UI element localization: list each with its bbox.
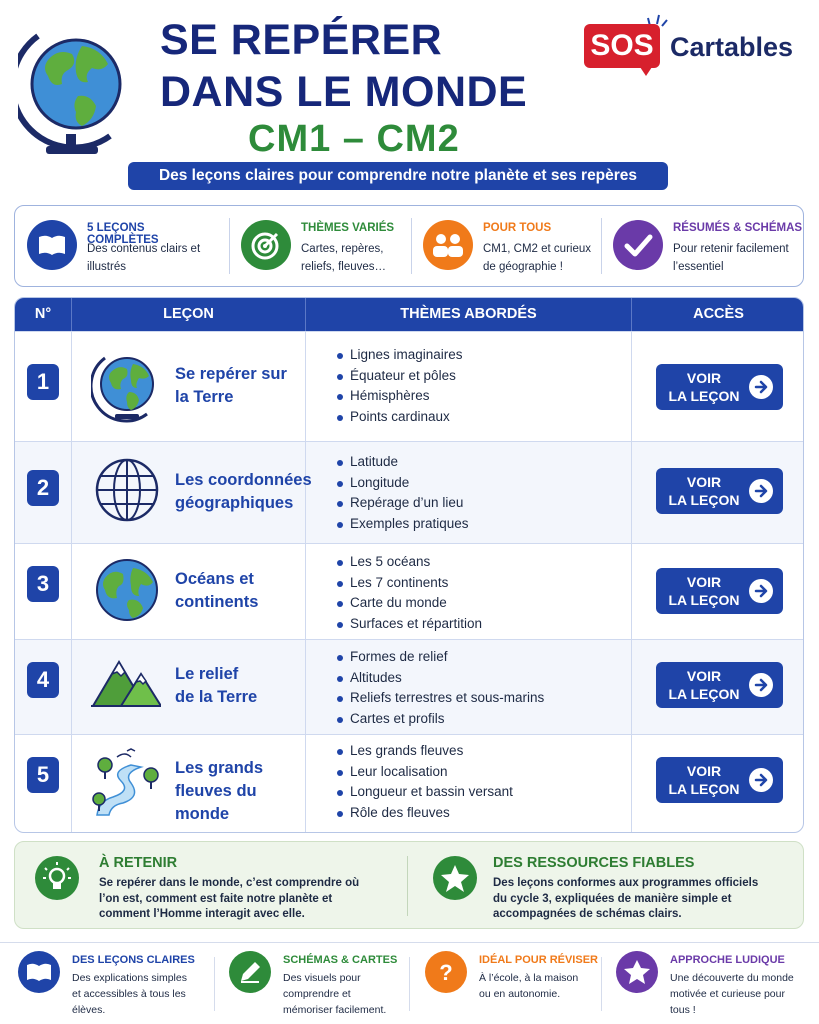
theme-item: Équateur et pôles [335,366,463,387]
theme-list [335,741,513,823]
divider [409,957,410,1011]
theme-item: Longueur et bassin versant [335,782,513,803]
arrow-right-icon [749,479,773,503]
button-label-line2: LA LEÇON [668,388,740,404]
theme-list [335,452,469,534]
footer-item-revision [425,943,605,1024]
lesson-title [175,568,305,614]
view-lesson-button-4[interactable] [656,662,783,708]
column-divider [631,735,632,833]
arrow-right-icon [749,375,773,399]
button-label [668,573,740,609]
theme-item: Reliefs terrestres et sous-marins [335,688,544,709]
column-divider [631,442,632,544]
divider [214,957,215,1011]
button-label-line2: LA LEÇON [668,781,740,797]
arrow-right-icon [749,673,773,697]
theme-list [335,345,463,427]
theme-item: Repérage d’un lieu [335,493,469,514]
intro-banner: Des leçons claires pour comprendre notre planète et ses repères [128,162,668,190]
table-row [15,543,804,639]
footer-desc: Une découverte du monde motivée et curieuse pour tous ! [670,972,794,1016]
header-num: N° [34,306,52,322]
feature-desc: Pour retenir facilement l’essentiel [673,243,789,273]
feature-summaries [601,206,805,286]
column-divider [631,332,632,442]
feature-themes [229,206,411,286]
feature-title: THÈMES VARIÉS [301,222,395,234]
arrow-right-icon [749,768,773,792]
lesson-title [175,757,315,826]
divider [601,957,602,1011]
button-label [668,667,740,703]
column-divider [305,332,306,442]
theme-item: Altitudes [335,668,544,689]
header [0,0,819,196]
people-icon [423,220,473,270]
theme-item: Les 5 océans [335,552,482,573]
check-icon [613,220,663,270]
footer-desc: À l’école, à la maison ou en autonomie. [479,972,579,1000]
lesson-number: 3 [27,566,59,602]
question-icon [425,951,467,993]
book-icon [27,220,77,270]
lesson-title-line2: la Terre [175,388,234,406]
lesson-title-line1: Les coordonnées [175,471,312,489]
column-divider [71,640,72,735]
lesson-title-line2: continents [175,593,259,611]
header-themes: THÈMES ABORDÉS [400,306,537,322]
feature-title: 5 LEÇONS COMPLÈTES [87,222,159,246]
theme-item: Rôle des fleuves [335,803,513,824]
footer-desc: Des visuels pour comprendre et mémoriser facilement. [283,972,387,1016]
table-row [15,331,804,441]
theme-item: Points cardinaux [335,407,463,428]
theme-item: Lignes imaginaires [335,345,463,366]
table-row [15,734,804,833]
footer-desc: Des explications simples et accessibles à tous les élèves. [72,972,187,1016]
column-divider [71,544,72,640]
footer-item-clear-lessons [18,943,213,1024]
column-divider [305,640,306,735]
lesson-title [175,663,305,709]
table-header [15,298,804,331]
column-divider [71,332,72,442]
button-label [668,762,740,798]
feature-audience [411,206,601,286]
feature-lessons [15,206,211,286]
logo-tail [638,64,654,76]
view-lesson-button-5[interactable] [656,757,783,803]
level-subtitle: CM1 – CM2 [248,118,460,160]
page-title-line1: SE REPÉRER [160,16,443,64]
footer-item-diagrams [229,943,419,1024]
globe-icon [18,16,130,158]
feature-title: POUR TOUS [483,222,552,234]
feature-desc: Cartes, repères, reliefs, fleuves… [301,243,387,273]
lesson-number: 4 [27,662,59,698]
view-lesson-button-1[interactable] [656,364,783,410]
footer-title: DES LEÇONS CLAIRES [72,954,195,966]
footer [0,942,819,1024]
button-label-line2: LA LEÇON [668,592,740,608]
logo-name: Cartables [670,32,794,62]
lessons-table [14,297,804,833]
star-badge-icon [433,856,477,900]
theme-list [335,647,544,729]
theme-item: Longitude [335,473,469,494]
button-label-line1: VOIR [686,474,722,490]
column-divider [305,544,306,640]
footer-title: IDÉAL POUR RÉVISER [479,954,598,966]
grid-globe-icon [91,456,161,532]
resources-title: DES RESSOURCES FIABLES [493,855,695,871]
lesson-number: 2 [27,470,59,506]
resources-desc: Des leçons conformes aux programmes officiels du cycle 3, expliquées de manière simple et accompagnées de schémas clairs. [493,877,759,920]
logo-badge: SOS [584,24,660,68]
theme-item: Exemples pratiques [335,514,469,535]
theme-item: Hémisphères [335,386,463,407]
retain-title: À RETENIR [99,855,178,871]
open-book-icon [18,951,60,993]
feature-desc: CM1, CM2 et curieux de géographie ! [483,243,592,273]
theme-item: Latitude [335,452,469,473]
header-lesson: LEÇON [163,306,214,322]
lesson-title-line1: Le relief [175,665,239,683]
retain-divider [407,856,408,916]
button-label-line1: VOIR [686,574,722,590]
theme-item: Leur localisation [335,762,513,783]
theme-item: Les grands fleuves [335,741,513,762]
lesson-title-line2: de la Terre [175,688,258,706]
theme-item: Formes de relief [335,647,544,668]
target-icon [241,220,291,270]
theme-list [335,552,482,634]
pencil-icon [229,951,271,993]
lesson-title-line1: Océans et [175,570,254,588]
lesson-number: 1 [27,364,59,400]
lightbulb-icon [35,856,79,900]
footer-item-playful [616,943,812,1024]
button-label-line2: LA LEÇON [668,686,740,702]
view-lesson-button-3[interactable] [656,568,783,614]
page-title-line2: DANS LE MONDE [160,68,528,116]
mountains-icon [91,648,161,724]
button-label [668,473,740,509]
column-divider [71,735,72,833]
key-points-box [14,841,804,929]
button-label [668,369,740,405]
button-label-line1: VOIR [686,668,722,684]
lesson-title-line1: Les grands [175,759,264,777]
theme-item: Surfaces et répartition [335,614,482,635]
star-icon [616,951,658,993]
arrow-right-icon [749,579,773,603]
feature-title: RÉSUMÉS & SCHÉMAS [673,222,803,234]
column-divider [631,640,632,735]
theme-item: Carte du monde [335,593,482,614]
theme-item: Cartes et profils [335,709,544,730]
river-icon [91,743,161,819]
features-bar [14,205,804,287]
lesson-title [175,363,305,409]
retain-desc: Se repérer dans le monde, c’est comprendre où l’on est, comment est faite notre planète et comment l’Homme interagit avec elle. [99,877,360,920]
lesson-title-line1: Se repérer sur [175,365,287,383]
table-row [15,639,804,734]
theme-item: Les 7 continents [335,573,482,594]
globe-stand-icon [91,348,161,424]
view-lesson-button-2[interactable] [656,468,783,514]
button-label-line1: VOIR [686,763,722,779]
column-divider [71,442,72,544]
footer-title: SCHÉMAS & CARTES [283,954,398,966]
lesson-title-line2: géographiques [175,494,294,512]
button-label-line2: LA LEÇON [668,492,740,508]
lesson-title-line2: fleuves du monde [175,782,257,823]
svg-text:?: ? [439,960,453,985]
lesson-number: 5 [27,757,59,793]
table-row [15,441,804,543]
sos-cartables-logo [584,14,804,78]
feature-desc: Des contenus clairs et illustrés [87,243,201,273]
earth-icon [91,554,161,630]
footer-title: APPROCHE LUDIQUE [670,954,785,966]
header-access: ACCÈS [693,306,744,322]
column-divider [631,544,632,640]
lesson-title [175,469,315,515]
button-label-line1: VOIR [686,370,722,386]
